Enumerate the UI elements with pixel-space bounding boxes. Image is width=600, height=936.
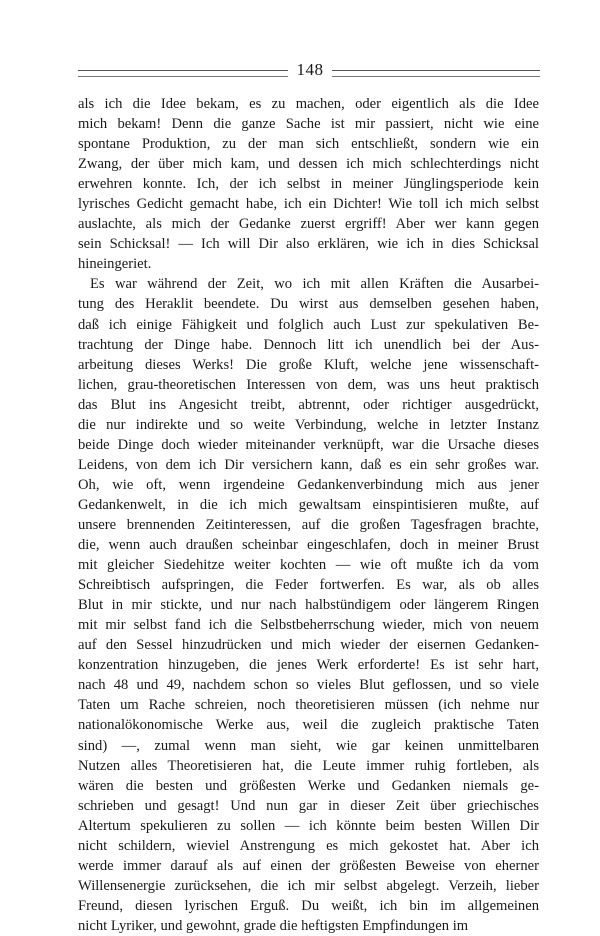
paragraph xyxy=(78,274,539,936)
text-line: unsere brennenden Zeitinteressen, auf die großen Tagesfragen brachte, xyxy=(78,516,539,533)
text-line: Freund, diesen lyrischen Erguß. Du weißt, ich bin im allgemeinen xyxy=(78,897,539,914)
text-line: konzentration hinzugeben, die jenes Werk erforderte! Es ist sehr hart, xyxy=(78,657,539,674)
paragraph xyxy=(78,94,539,274)
page-number: 148 xyxy=(296,60,324,79)
text-line: schrieben und gesagt! Und nun gar in dieser Zeit über griechisches xyxy=(78,797,539,814)
text-line: Willensenergie zurücksehen, die ich mir selbst abgelegt. Verzeih, lieber xyxy=(78,877,539,894)
text-line: lyrisches Gedicht gemacht habe, ich ein Dichter! Wie toll ich mich selbst xyxy=(78,196,539,213)
text-line: erwehren konnte. Ich, der ich selbst in meiner Jünglingsperiode kein xyxy=(78,176,539,193)
text-line: das Blut ins Angesicht treibt, abtrennt, oder richtiger ausgedrückt, xyxy=(78,396,539,413)
text-line: arbeitung dieses Werks! Die große Kluft, welche jene wissenschaft- xyxy=(78,356,539,373)
text-line: lichen, grau-theoretischen Interessen von dem, was uns heut praktisch xyxy=(78,376,539,393)
text-line: trachtung der Dinge habe. Dennoch litt ich unendlich bei der Aus- xyxy=(78,336,539,353)
header-rule-right xyxy=(332,70,540,77)
text-line: wären die besten und größesten Werke und Gedanken niemals ge- xyxy=(78,777,539,794)
text-line: Nutzen alles Theoretisieren hat, die Leute immer ruhig fortleben, als xyxy=(78,757,539,774)
text-line: mit gleicher Siedehitze weiter kochten — wie oft mußte ich da vom xyxy=(78,557,539,574)
text-line: als ich die Idee bekam, es zu machen, oder eigentlich als die Idee xyxy=(78,96,539,112)
text-line: Altertum spekulieren zu sollen — ich könnte beim besten Willen Dir xyxy=(78,817,539,834)
text-line: mit mir selbst fand ich die Selbstbeherrschung wieder, mich von neuem xyxy=(78,617,539,634)
text-line: werde immer darauf als auf einen der größesten Beweise von eherner xyxy=(78,857,539,874)
text-line: Oh, wie oft, wenn irgendeine Gedankenverbindung mich aus jener xyxy=(78,476,539,493)
text-line: beide Dinge doch wieder miteinander verknüpft, war die Ursache dieses xyxy=(78,436,539,453)
text-line: nicht Lyriker, und gewohnt, grade die heftigsten Empfindungen im xyxy=(78,917,469,934)
text-line: hineingeriet. xyxy=(78,256,152,273)
text-line: Blut in mir stickte, und nur nach halbstündigem oder längerem Ringen xyxy=(78,597,539,614)
text-line: spontane Produktion, zu der man sich entschließt, sondern wie ein xyxy=(78,136,539,153)
text-line: sind) —, zumal wenn man sieht, wie gar keinen unmittelbaren xyxy=(78,737,539,754)
page-header xyxy=(0,58,600,82)
text-line: Zwang, der über mich kam, und dessen ich mich schlechterdings nicht xyxy=(78,156,539,173)
text-line: Taten um Rache schreien, noch theoretisieren müssen (ich nehme nur xyxy=(78,697,539,714)
text-line: die nur indirekte und so weite Verbindung, welche in letzter Instanz xyxy=(78,416,539,433)
text-line: Schreibtisch aufspringen, die Feder fortwerfen. Es war, als ob alles xyxy=(78,577,539,594)
text-line: nach 48 und 49, nachdem schon so vieles Blut geflossen, und so viele xyxy=(78,677,539,694)
text-line: die, wenn auch draußen scheinbar eingeschlafen, doch in meiner Brust xyxy=(78,537,539,554)
text-line: Gedankenwelt, in die ich mich gewaltsam einspintisieren mußte, auf xyxy=(78,496,539,513)
text-line: nationalökonomische Werke aus, weil die zugleich praktische Taten xyxy=(78,717,539,734)
text-line: mich bekam! Denn die ganze Sache ist mir passiert, nicht wie eine xyxy=(78,116,539,133)
text-line: auslachte, als mich der Gedanke zuerst ergriff! Aber wer kann gegen xyxy=(78,216,539,233)
text-line: tung des Heraklit beendete. Du wirst aus demselben gesehen haben, xyxy=(78,296,539,313)
text-line: sein Schicksal! — Ich will Dir also erklären, wie ich in dies Schicksal xyxy=(78,236,539,253)
page-body xyxy=(78,94,539,936)
text-line: Es war während der Zeit, wo ich mit allen Kräften die Ausarbei- xyxy=(90,276,539,293)
text-line: daß ich einige Fähigkeit und folglich auch Lust zur spekulativen Be- xyxy=(78,316,539,333)
header-rule-left xyxy=(78,70,288,77)
text-line: Leidens, von dem ich Dir versichern kann, daß es ein sehr großes war. xyxy=(78,456,539,473)
text-line: nicht schildern, wieviel Anstrengung es mich gekostet hat. Aber ich xyxy=(78,837,539,854)
text-line: auf den Sessel hinzudrücken und mich wieder der eisernen Gedanken- xyxy=(78,637,539,654)
